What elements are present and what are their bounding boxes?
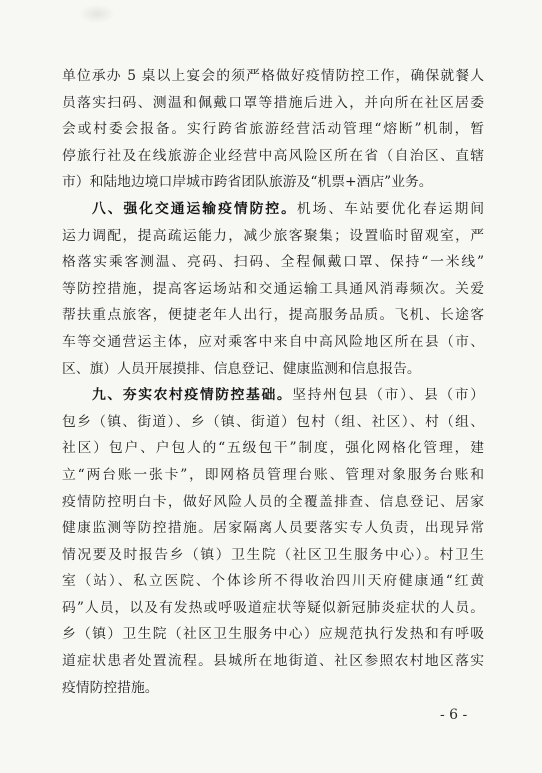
text-line: 车等交通营运主体，应对乘客中来自中高风险地区所在县（市、 bbox=[62, 333, 484, 350]
text-line: 格落实乘客测温、亮码、扫码、全程佩戴口罩、保持“一米线” bbox=[62, 254, 484, 271]
text-line: 情况要及时报告乡（镇）卫生院（社区卫生服务中心）。村卫生 bbox=[62, 546, 484, 563]
text-line: 乡（镇）卫生院（社区卫生服务中心）应规范执行发热和有呼吸 bbox=[62, 626, 484, 643]
text-line: 市）和陆地边境口岸城市跨省团队旅游及“机票+酒店”业务。 bbox=[62, 174, 433, 191]
text-line: 社区）包户、户包人的“五级包干”制度，强化网格化管理，建 bbox=[62, 440, 484, 457]
scan-smudge bbox=[80, 5, 114, 23]
text-line: 道症状患者处置流程。县城所在地街道、社区参照农村地区落实 bbox=[62, 653, 484, 670]
text-line: 疫情防控措施。 bbox=[62, 679, 159, 696]
text-line: 会或村委会报备。实行跨省旅游经营活动管理“熔断”机制，暂 bbox=[62, 121, 484, 138]
text-line-rest: 坚持州包县（市）、县（市） bbox=[292, 387, 484, 404]
paragraph-continuation bbox=[62, 63, 484, 196]
text-line: 码”人员，以及有发热或呼吸道症状等疑似新冠肺炎症状的人员。 bbox=[62, 599, 484, 616]
text-line: 停旅行社及在线旅游企业经营中高风险区所在省（自治区、直辖 bbox=[62, 147, 484, 164]
section-heading: 八、强化交通运输疫情防控。 bbox=[92, 200, 297, 217]
text-line: 立“两台账一张卡”，即网格员管理台账、管理对象服务台账和 bbox=[62, 466, 484, 483]
text-line-rest: 机场、车站要优化春运期间 bbox=[296, 200, 484, 217]
text-line: 室（站）、私立医院、个体诊所不得收治四川天府健康通“红黄 bbox=[62, 573, 484, 590]
text-line: 健康监测等防控措施。居家隔离人员要落实专人负责，出现异常 bbox=[62, 520, 484, 537]
text-line: 等防控措施，提高客运场站和交通运输工具通风消毒频次。关爱 bbox=[62, 280, 484, 297]
section-heading: 九、夯实农村疫情防控基础。 bbox=[92, 387, 293, 404]
text-line: 包乡（镇、街道）、乡（镇、街道）包村（组、社区）、村（组、 bbox=[62, 413, 484, 430]
text-line: 区、旗）人员开展摸排、信息登记、健康监测和信息报告。 bbox=[62, 360, 421, 377]
document-body bbox=[62, 63, 484, 701]
page-number: - 6 - bbox=[440, 707, 468, 723]
text-line bbox=[62, 382, 484, 409]
paragraph-section-8 bbox=[62, 196, 484, 382]
text-line bbox=[62, 196, 484, 223]
text-line: 员落实扫码、测温和佩戴口罩等措施后进入，并向所在社区居委 bbox=[62, 94, 484, 111]
text-line: 单位承办 5 桌以上宴会的须严格做好疫情防控工作，确保就餐人 bbox=[62, 68, 484, 84]
text-line: 运力调配，提高疏运能力，减少旅客聚集；设置临时留观室，严 bbox=[62, 227, 484, 244]
text-line: 帮扶重点旅客，便捷老年人出行，提高服务品质。飞机、长途客 bbox=[62, 307, 484, 324]
paragraph-section-9 bbox=[62, 382, 484, 701]
text-line: 疫情防控明白卡，做好风险人员的全覆盖排查、信息登记、居家 bbox=[62, 493, 484, 510]
